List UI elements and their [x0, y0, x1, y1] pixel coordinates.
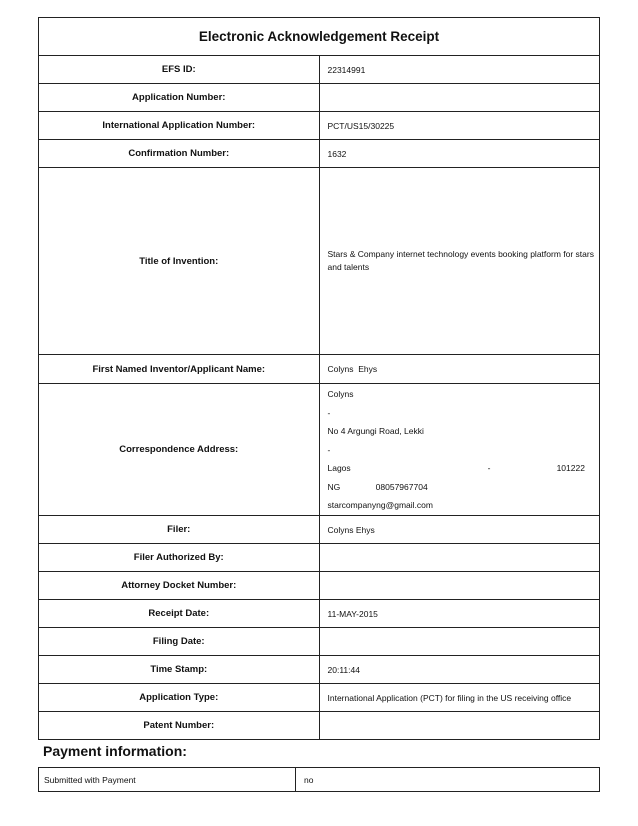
address-line: Lagos - 101222 — [327, 463, 585, 474]
correspondence-address-label: Correspondence Address: — [39, 384, 320, 516]
receipt-title: Electronic Acknowledgement Receipt — [39, 18, 600, 56]
filer-label: Filer: — [39, 516, 320, 544]
attorney-docket-number-value — [319, 572, 600, 600]
international-application-number-label: International Application Number: — [39, 112, 320, 140]
time-stamp-value: 20:11:44 — [319, 656, 600, 684]
first-named-inventor-value: Colyns Ehys — [319, 355, 600, 384]
address-email: starcompanyng@gmail.com — [327, 500, 433, 511]
filer-authorized-by-label: Filer Authorized By: — [39, 544, 320, 572]
correspondence-address-value — [319, 384, 600, 516]
attorney-docket-number-label: Attorney Docket Number: — [39, 572, 320, 600]
first-named-inventor-label: First Named Inventor/Applicant Name: — [39, 355, 320, 384]
patent-number-label: Patent Number: — [39, 712, 320, 740]
confirmation-number-value: 1632 — [319, 140, 600, 168]
address-line: NG 08057967704 — [327, 481, 428, 492]
submitted-with-payment-label: Submitted with Payment — [39, 768, 296, 792]
time-stamp-label: Time Stamp: — [39, 656, 320, 684]
payment-information-heading: Payment information: — [43, 743, 187, 759]
submitted-with-payment-value: no — [296, 768, 600, 792]
application-type-label: Application Type: — [39, 684, 320, 712]
confirmation-number-label: Confirmation Number: — [39, 140, 320, 168]
filer-authorized-by-value — [319, 544, 600, 572]
application-type-value: International Application (PCT) for filing in the US receiving office — [319, 684, 600, 712]
filing-date-value — [319, 628, 600, 656]
address-line: Colyns — [327, 389, 354, 400]
receipt-table — [38, 17, 600, 740]
filer-value: Colyns Ehys — [319, 516, 600, 544]
address-line: - — [327, 444, 331, 455]
address-line: No 4 Argungi Road, Lekki — [327, 426, 424, 437]
receipt-date-label: Receipt Date: — [39, 600, 320, 628]
efs-id-label: EFS ID: — [39, 56, 320, 84]
filing-date-label: Filing Date: — [39, 628, 320, 656]
application-number-value — [319, 84, 600, 112]
payment-table — [38, 767, 600, 792]
application-number-label: Application Number: — [39, 84, 320, 112]
title-of-invention-value: Stars & Company internet technology events booking platform for stars and talents — [319, 168, 600, 355]
international-application-number-value: PCT/US15/30225 — [319, 112, 600, 140]
efs-id-value: 22314991 — [319, 56, 600, 84]
title-of-invention-label: Title of Invention: — [39, 168, 320, 355]
address-line: - — [327, 407, 331, 418]
patent-number-value — [319, 712, 600, 740]
receipt-date-value: 11-MAY-2015 — [319, 600, 600, 628]
